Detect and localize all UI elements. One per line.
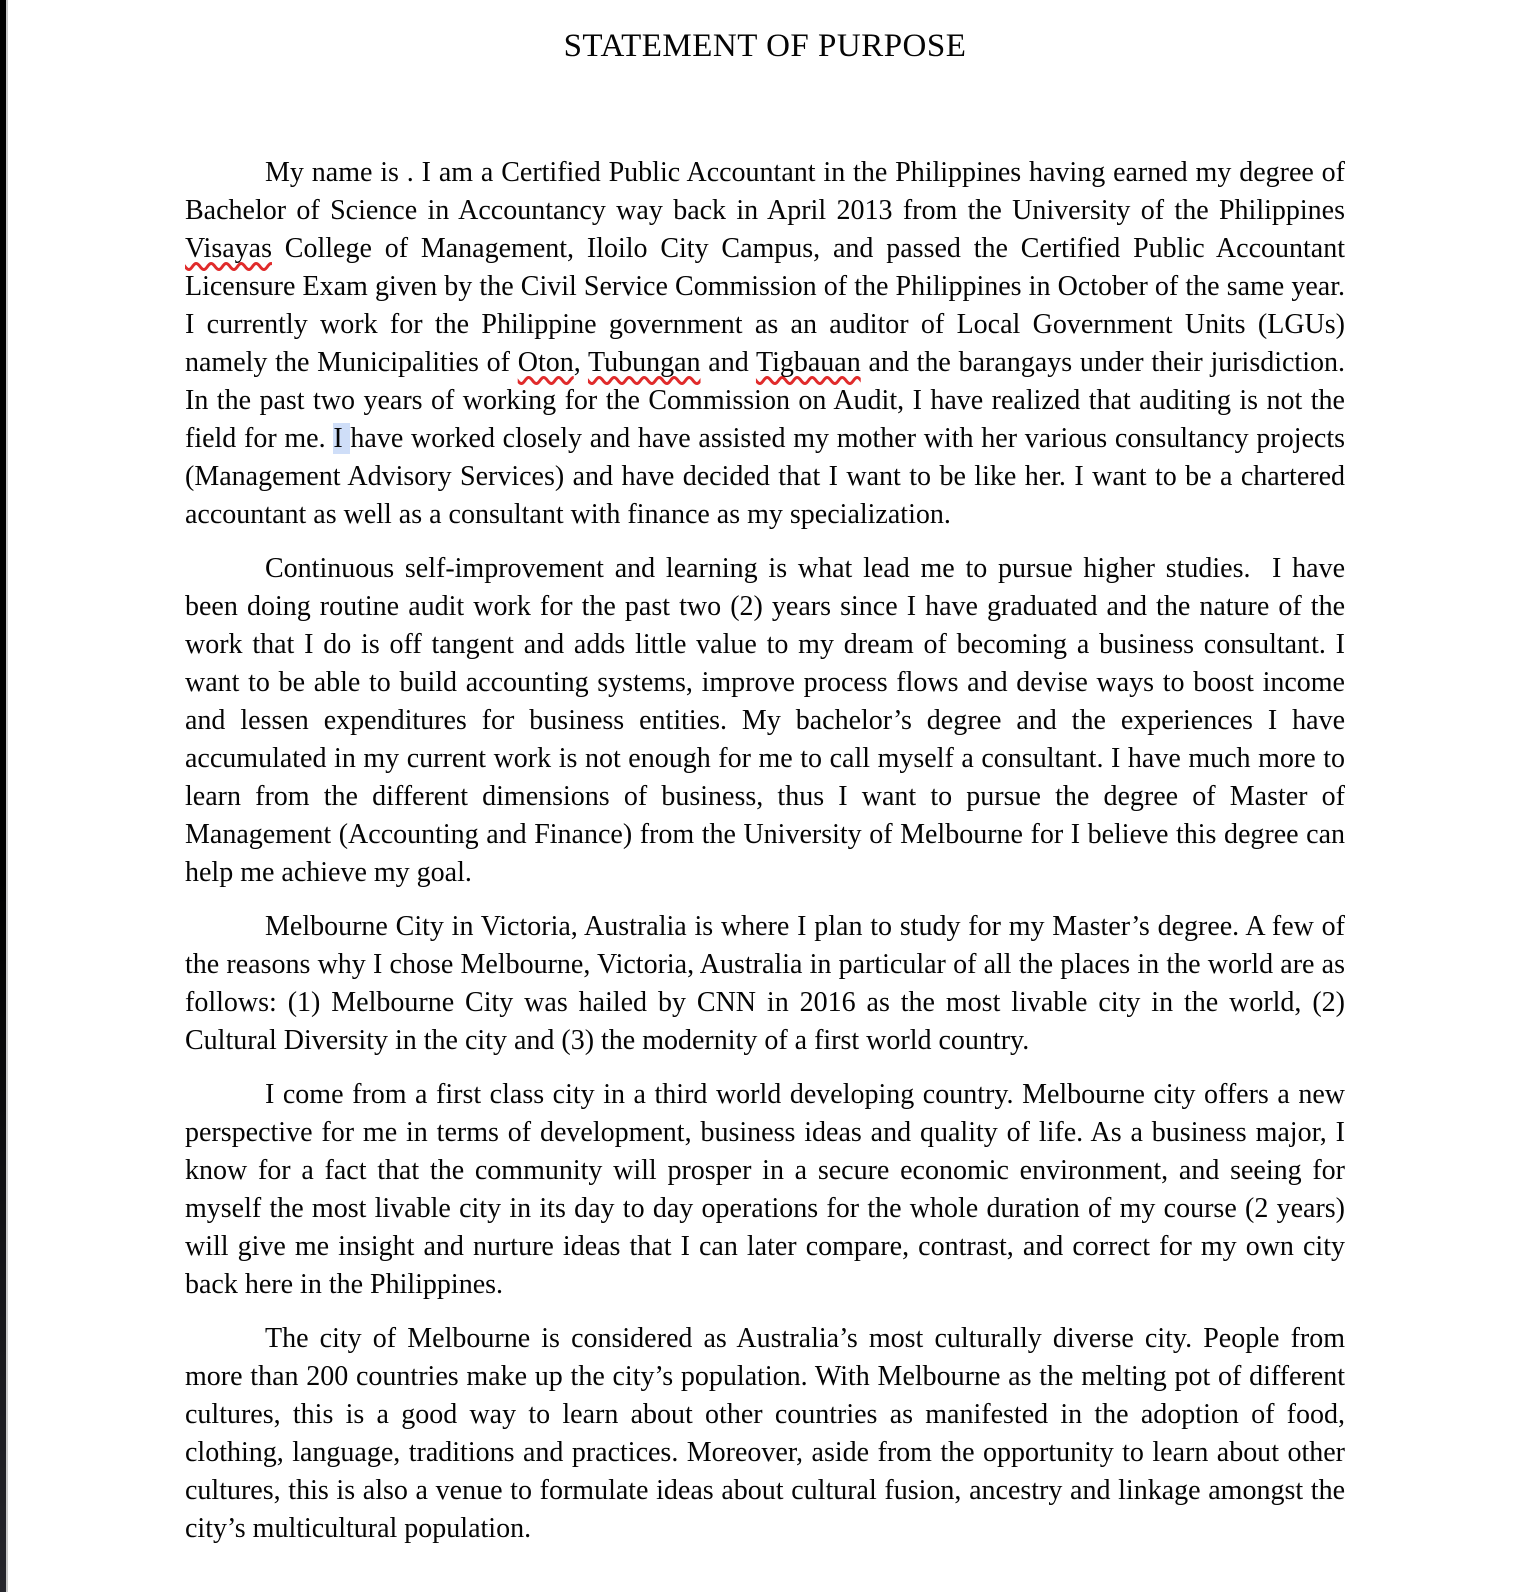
text-run: and <box>700 347 756 378</box>
text-run: have worked closely and have assisted my mother with her various consultancy projects (Management Advisory Services) and have decided that I want to be like her. I want to be a chartered accountant as well as a consultant with finance as my specialization. <box>185 423 1345 530</box>
paragraph[interactable] <box>185 154 1345 534</box>
text-run: Melbourne City in Victoria, Australia is where I plan to study for my Master’s degree. A few of the reasons why I chose Melbourne, Victoria, Australia in particular of all the places in the world are as follows: (1) Melbourne City was hailed by CNN in 2016 as the most livable city in the world, (2) Cultural Diversity in the city and (3) the modernity of a first world country. <box>185 911 1345 1056</box>
document-title[interactable]: STATEMENT OF PURPOSE <box>563 28 967 64</box>
text-run: Continuous self-improvement and learning is what lead me to pursue higher studies. I have been doing routine audit work for the past two (2) years since I have graduated and the nature of the work that I do is off tangent and adds little value to my dream of becoming a business consultant. I want to be able to build accounting systems, improve process flows and devise ways to boost income and lessen expenditures for business entities. My bachelor’s degree and the experiences I have accumulated in my current work is not enough for me to call myself a consultant. I have much more to learn from the different dimensions of business, thus I want to pursue the degree of Master of Management (Accounting and Finance) from the University of Melbourne for I believe this degree can help me achieve my goal. <box>185 553 1345 888</box>
misspelled-word[interactable]: Oton <box>517 347 574 378</box>
text-run: The city of Melbourne is considered as Australia’s most culturally diverse city. People from more than 200 countries make up the city’s population. With Melbourne as the melting pot of different cultures, this is a good way to learn about other countries as manifested in the adoption of food, clothing, language, traditions and practices. Moreover, aside from the opportunity to learn about other cultures, this is also a venue to formulate ideas about cultural fusion, ancestry and linkage amongst the city’s multicultural population. <box>185 1323 1345 1544</box>
paragraph[interactable] <box>185 1076 1345 1304</box>
misspelled-word[interactable]: Tigbauan <box>755 347 861 378</box>
text-run: and the barangays under their jurisdiction. In the past two years of working for the Commission on Audit, I have realized that auditing is not the field for me. <box>185 347 1345 454</box>
text-run: I come from a first class city in a third world developing country. Melbourne city offers a new perspective for me in terms of development, business ideas and quality of life. As a business major, I know for a fact that the community will prosper in a secure economic environment, and seeing for myself the most livable city in its day to day operations for the whole duration of my course (2 years) will give me insight and nurture ideas that I can later compare, contrast, and correct for my own city back here in the Philippines. <box>185 1079 1345 1300</box>
paragraph[interactable] <box>185 550 1345 892</box>
text-run: My name is . I am a Certified Public Accountant in the Philippines having earned my degree of Bachelor of Science in Accountancy way back in April 2013 from the University of the Philippines <box>185 157 1345 226</box>
selected-text[interactable]: I <box>333 423 351 454</box>
document-page <box>8 0 1534 1592</box>
text-run: College of Management, Iloilo City Campus, and passed the Certified Public Accountant Licensure Exam given by the Civil Service Commission of the Philippines in October of the same year. I currently work for the Philippine government as an auditor of Local Government Units (LGUs) namely the Municipalities of <box>185 233 1345 378</box>
misspelled-word[interactable]: Visayas <box>185 233 272 264</box>
misspelled-word[interactable]: Tubungan <box>587 347 701 378</box>
text-run: , <box>573 347 588 378</box>
document-body <box>185 154 1345 1548</box>
paragraph[interactable] <box>185 1320 1345 1548</box>
paragraph[interactable] <box>185 908 1345 1060</box>
